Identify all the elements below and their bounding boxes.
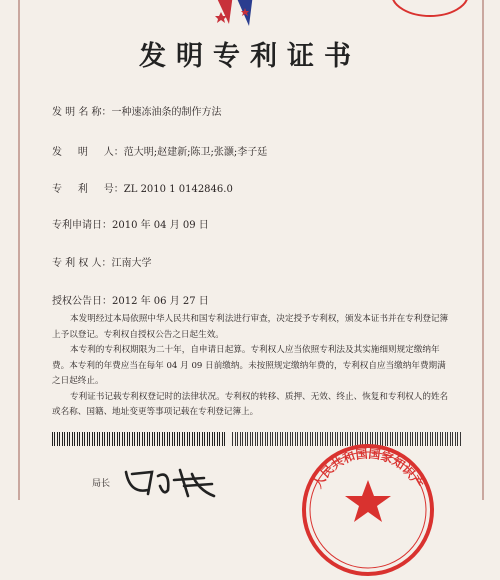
- director-signature-icon: [118, 460, 228, 502]
- field-invention-name: [52, 103, 222, 118]
- field-inventors: [52, 143, 267, 158]
- left-border: [18, 0, 20, 500]
- field-patentee: [52, 254, 152, 269]
- field-label: 专 利 权 人：: [52, 258, 112, 269]
- certificate-body: [52, 312, 452, 421]
- national-emblem-icon: [205, 0, 275, 30]
- field-label: 专 利 号：: [52, 184, 124, 195]
- field-label: 授权公告日：: [52, 296, 112, 307]
- field-application-date: [52, 216, 209, 231]
- paragraph: 本专利的专利权期限为二十年，自申请日起算。专利权人应当依照专利法及其实施细则规定缴纳年费。本专利的年费应当在每年 04 月 09 日前缴纳。未按照规定缴纳年费的，专利权自应当缴纳年费期满之日起终止。: [52, 345, 446, 386]
- page-title: 发明专利证书: [139, 41, 361, 72]
- field-grant-date: [52, 292, 209, 307]
- field-value: ZL 2010 1 0142846.0: [123, 184, 233, 195]
- field-value: 一种速冻油条的制作方法: [111, 107, 222, 118]
- paragraph: 本发明经过本局依照中华人民共和国专利法进行审查，决定授予专利权，颁发本证书并在专利登记簿上予以登记。专利权自授权公告之日起生效。: [52, 314, 449, 340]
- field-label: 专利申请日：: [52, 220, 112, 231]
- field-value: 江南大学: [111, 258, 152, 269]
- field-label: 发 明 人：: [52, 147, 124, 158]
- field-value: 2012 年 06 月 27 日: [112, 296, 209, 307]
- seal-text: 人民共和国国家知识产: [310, 446, 426, 491]
- barcode: [52, 432, 227, 446]
- director-label: 局长: [92, 479, 111, 489]
- right-border: [482, 0, 484, 500]
- field-value: 范大明;赵建新;陈卫;张灏;李子廷: [123, 147, 268, 158]
- top-seal-icon: [390, 0, 470, 18]
- field-patent-number: [52, 180, 233, 195]
- paragraph: 专利证书记载专利权登记时的法律状况。专利权的转移、质押、无效、终止、恢复和专利权人的姓名或名称、国籍、地址变更等事项记载在专利登记簿上。: [52, 391, 449, 417]
- official-seal-icon: [298, 440, 438, 580]
- field-value: 2010 年 04 月 09 日: [112, 220, 209, 231]
- field-label: 发 明 名 称：: [52, 107, 112, 118]
